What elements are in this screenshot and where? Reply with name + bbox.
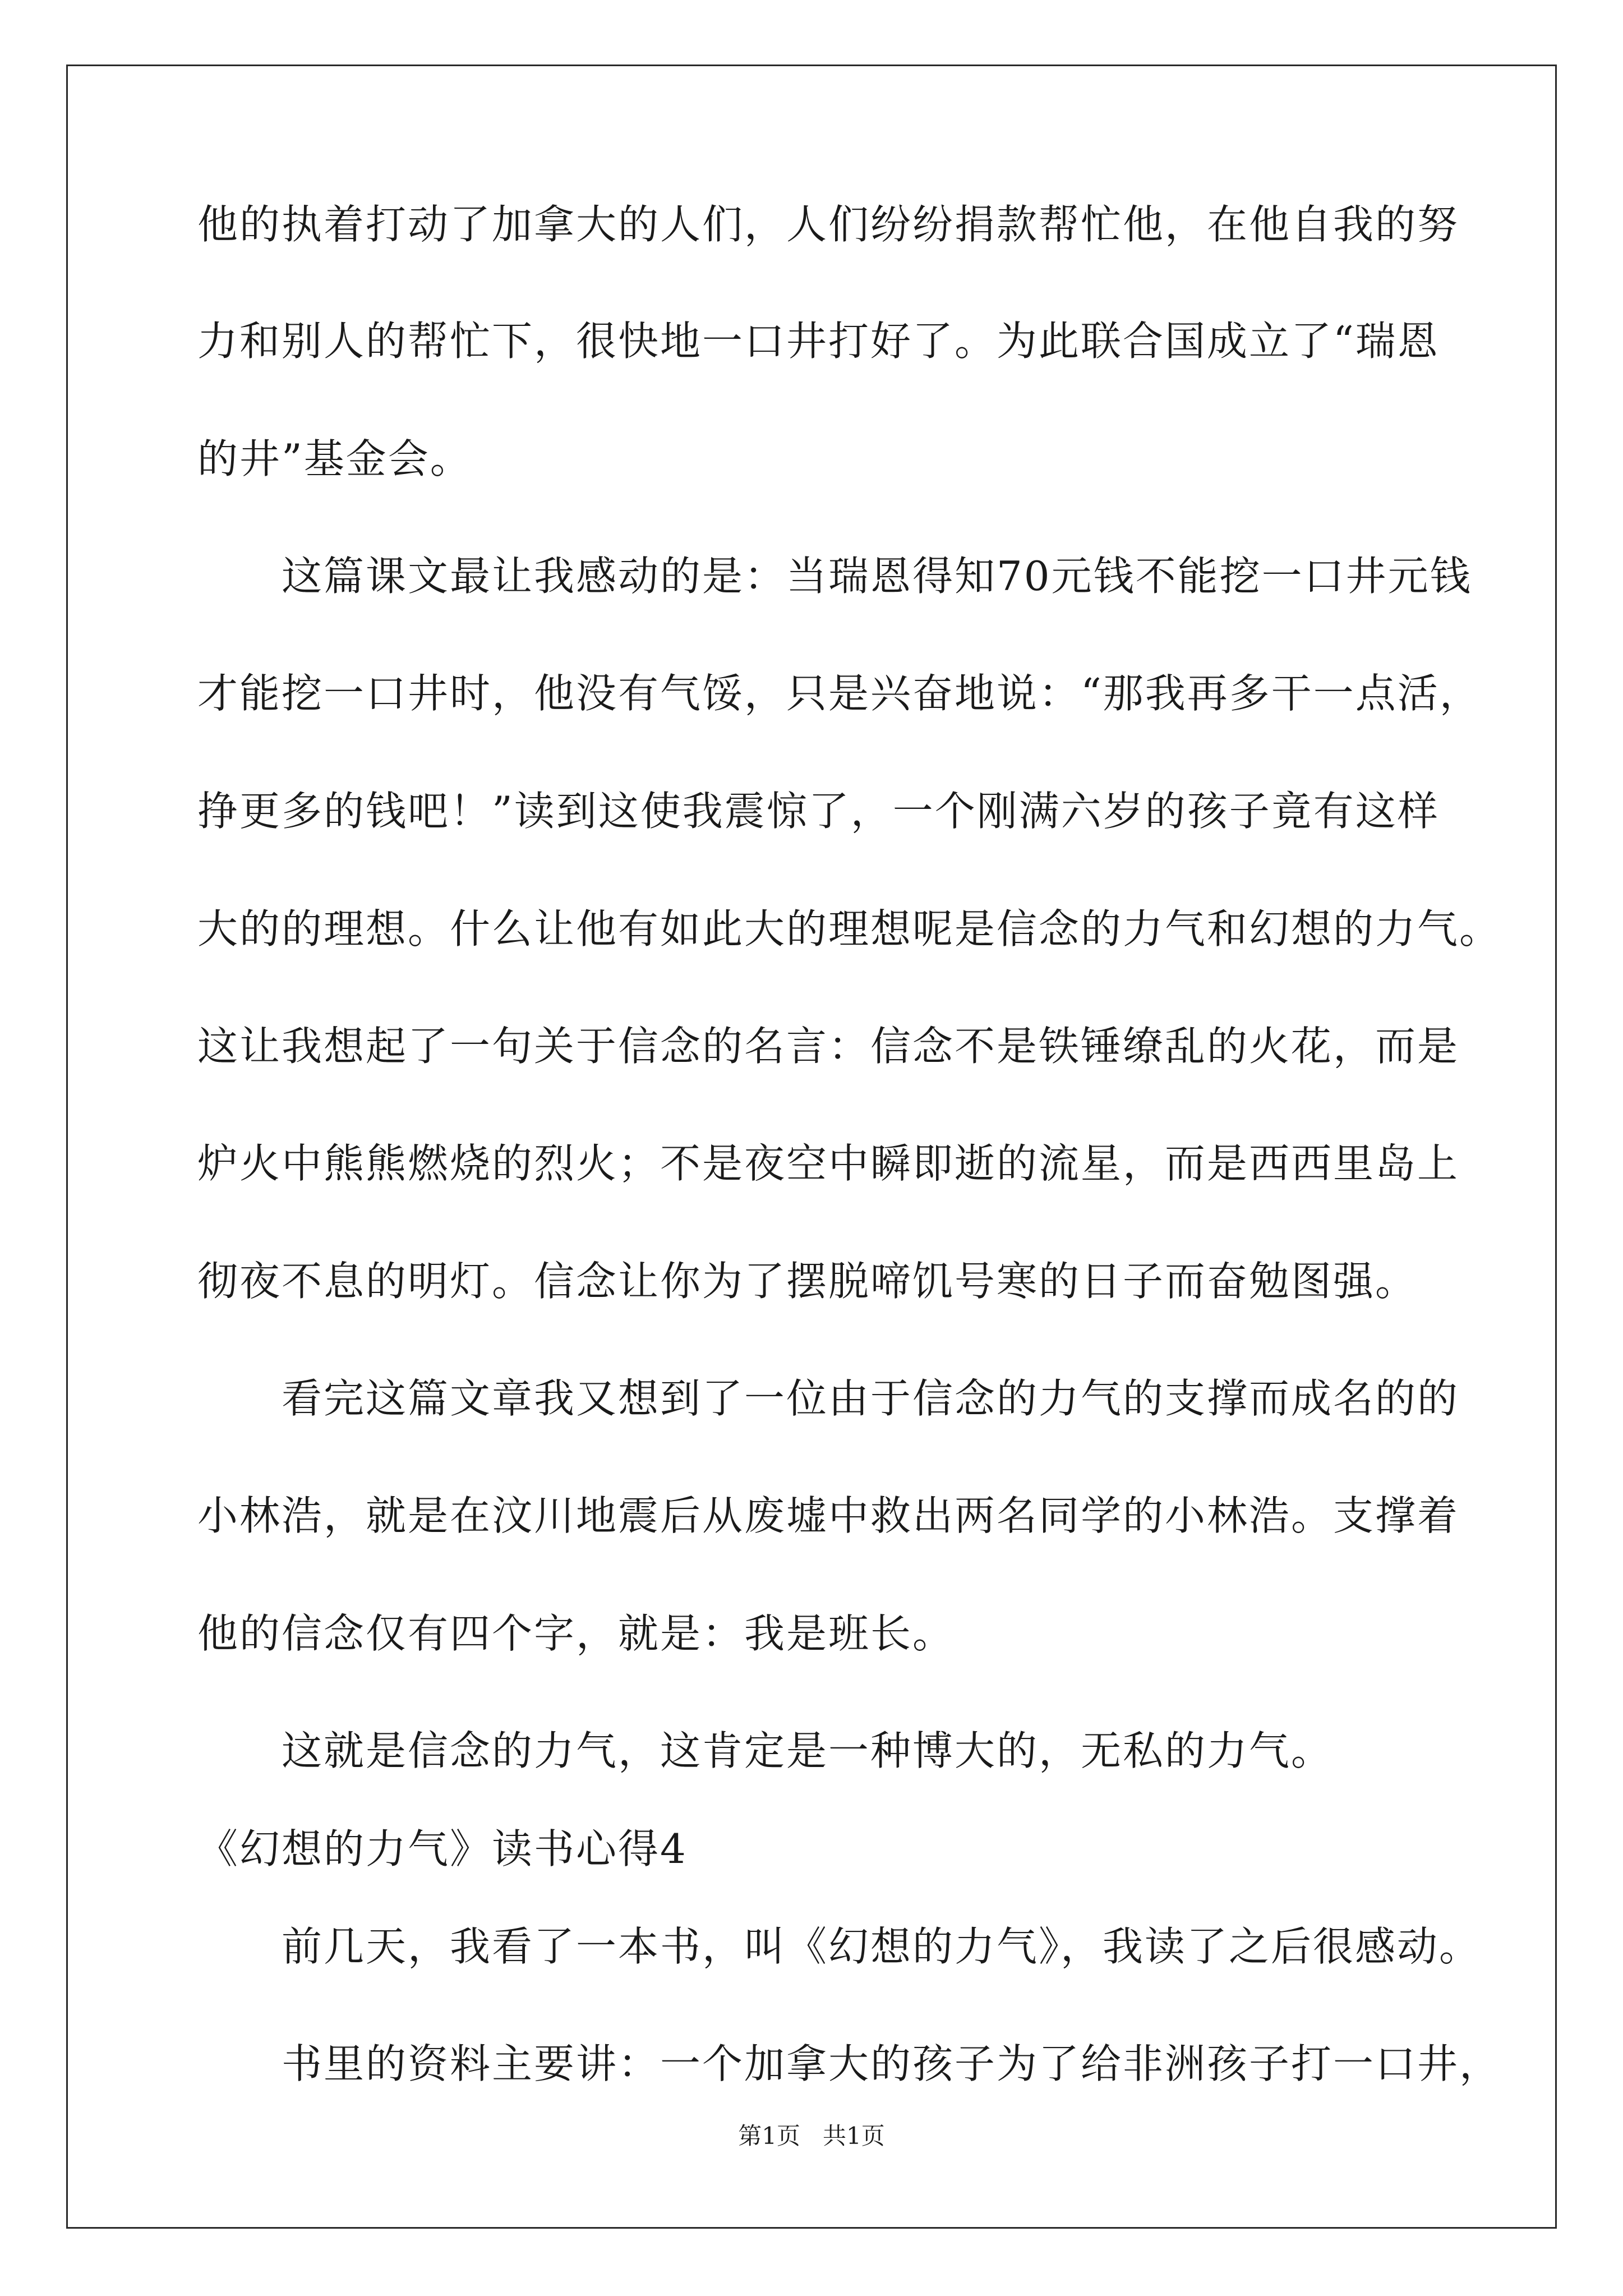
text-line: 挣更多的钱吧！”读到这使我震惊了，一个刚满六岁的孩子竟有这样	[197, 788, 1440, 835]
text-line: 炉火中熊熊燃烧的烈火；不是夜空中瞬即逝的流星，而是西西里岛上	[197, 1140, 1460, 1187]
text-line: 看完这篇文章我又想到了一位由于信念的力气的支撑而成名的的	[197, 1375, 1460, 1422]
text-line: 书里的资料主要讲：一个加拿大的孩子为了给非洲孩子打一口井，	[197, 2040, 1502, 2087]
text-line: 的井”基金会。	[197, 435, 472, 482]
text-line: 小林浩，就是在汶川地震后从废墟中救出两名同学的小林浩。支撑着	[197, 1492, 1460, 1539]
text-line: 他的执着打动了加拿大的人们，人们纷纷捐款帮忙他，在他自我的努	[197, 201, 1460, 248]
text-line: 力和别人的帮忙下，很快地一口井打好了。为此联合国成立了“瑞恩	[197, 318, 1440, 365]
page-number: 第1页 共1页	[738, 2122, 885, 2150]
text-line: 这让我想起了一句关于信念的名言：信念不是铁锤缭乱的火花，而是	[197, 1023, 1460, 1070]
text-line: 这就是信念的力气，这肯定是一种博大的，无私的力气。	[197, 1727, 1334, 1774]
text-line: 他的信念仅有四个字，就是：我是班长。	[197, 1610, 955, 1657]
text-line: 前几天，我看了一本书，叫《幻想的力气》，我读了之后很感动。	[197, 1923, 1482, 1970]
text-line: 彻夜不息的明灯。信念让你为了摆脱啼饥号寒的日子而奋勉图强。	[197, 1258, 1418, 1305]
text-line: 才能挖一口井时，他没有气馁，只是兴奋地说：“那我再多干一点活，	[197, 670, 1482, 717]
section-heading: 《幻想的力气》读书心得4	[197, 1825, 688, 1872]
text-line: 这篇课文最让我感动的是：当瑞恩得知70元钱不能挖一口井元钱	[197, 553, 1472, 600]
text-line: 大的的理想。什么让他有如此大的理想呢是信念的力气和幻想的力气。	[197, 905, 1502, 953]
